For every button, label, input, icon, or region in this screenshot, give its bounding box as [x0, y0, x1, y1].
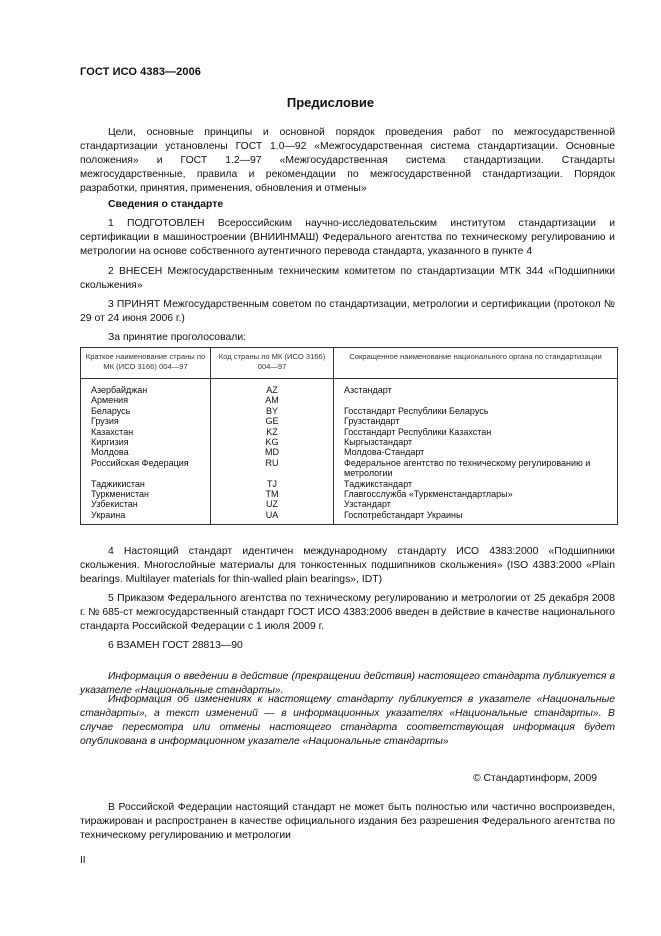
- country-cell: Казахстан: [81, 427, 211, 437]
- voting-table: [80, 347, 618, 525]
- code-cell: MD: [211, 447, 334, 457]
- code-cell: GE: [211, 416, 334, 426]
- item-3-text: 3 ПРИНЯТ Межгосударственным советом по стандартизации, метрологии и сертификации (протокол № 29 от 24 июня 2006 г.): [80, 299, 615, 324]
- info-2-text: Информация об изменениях к настоящему стандарту публикуется в указателе «Национальные стандарты», а текст изменений — в информационных указателях «Национальные стандарты». В случае пересмотра или отмены настоящего стандарта соответствующая информация будет опубликована в информационном указателе «Национальные стандарты»: [80, 694, 615, 747]
- code-cell: TM: [211, 489, 334, 499]
- vote-intro-text: За принятие проголосовали:: [108, 332, 247, 343]
- code-cell: KG: [211, 437, 334, 447]
- standards-body-cell: Узстандарт: [334, 499, 618, 509]
- country-cell: Киргизия: [81, 437, 211, 447]
- table-row: [81, 479, 618, 489]
- copyright: © Стандартинформ, 2009: [473, 773, 598, 784]
- code-cell: UZ: [211, 499, 334, 509]
- item-6: [80, 639, 615, 653]
- column-header-code: Код страны по МК (ИСО 3166) 004—97: [211, 348, 334, 379]
- standards-body-cell: Госпотребстандарт Украины: [334, 510, 618, 525]
- code-cell: AM: [211, 395, 334, 405]
- item-6-text: 6 ВЗАМЕН ГОСТ 28813—90: [108, 640, 243, 651]
- intro-paragraph: [80, 126, 615, 196]
- code-cell: BY: [211, 406, 334, 416]
- item-4-text: 4 Настоящий стандарт идентичен международному стандарту ИСО 4383:2000 «Подшипники скольжения. Многослойные материалы для тонкостенных подшипников скольжения» (ISO 4383:2000 «Plain bearings. Multilayer materials for thin-walled plain bearings», IDT): [80, 546, 615, 585]
- notice-paragraph: [80, 801, 615, 843]
- subheading: Сведения о стандарте: [108, 199, 224, 210]
- table-row: [81, 395, 618, 405]
- table-row: [81, 447, 618, 457]
- standards-body-cell: Азстандарт: [334, 379, 618, 396]
- code-cell: UA: [211, 510, 334, 525]
- table-row: [81, 437, 618, 447]
- standards-body-cell: Госстандарт Республики Казахстан: [334, 427, 618, 437]
- standards-body-cell: Главгосслужба «Туркменстандартлары»: [334, 489, 618, 499]
- standards-body-cell: Федеральное агентство по техническому регулированию и метрологии: [334, 458, 618, 479]
- country-cell: Российская Федерация: [81, 458, 211, 479]
- table-row: [81, 510, 618, 525]
- country-cell: Армения: [81, 395, 211, 405]
- standards-body-cell: Кыргызстандарт: [334, 437, 618, 447]
- table-row: [81, 489, 618, 499]
- country-cell: Беларусь: [81, 406, 211, 416]
- item-1: [80, 217, 615, 259]
- table-body: [81, 379, 618, 525]
- code-cell: RU: [211, 458, 334, 479]
- country-cell: Туркменистан: [81, 489, 211, 499]
- table-row: [81, 379, 618, 396]
- table-header-row: [81, 348, 618, 379]
- standards-body-cell: Госстандарт Республики Беларусь: [334, 406, 618, 416]
- standards-body-cell: Грузстандарт: [334, 416, 618, 426]
- item-5: [80, 592, 615, 634]
- info-paragraph-2: [80, 693, 615, 749]
- standards-body-cell: [334, 395, 618, 405]
- item-2-text: 2 ВНЕСЕН Межгосударственным техническим комитетом по стандартизации МТК 344 «Подшипники скольжения»: [80, 266, 615, 291]
- notice-text: В Российской Федерации настоящий стандарт не может быть полностью или частично воспроизведен, тиражирован и распространен в качестве официального издания без разрешения Федерального агентства по техническому регулированию и метрологии: [80, 802, 615, 841]
- table-row: [81, 427, 618, 437]
- column-header-body: Сокращенное наименование национального органа по стандартизации: [334, 348, 618, 379]
- standards-body-cell: Молдова-Стандарт: [334, 447, 618, 457]
- table-row: [81, 406, 618, 416]
- table-row: [81, 458, 618, 479]
- item-2: [80, 265, 615, 293]
- table-row: [81, 416, 618, 426]
- page-title: Предисловие: [286, 95, 375, 110]
- item-1-text: 1 ПОДГОТОВЛЕН Всероссийским научно-исследовательским институтом стандартизации и сертификации в машиностроении (ВНИИНМАШ) Федерального агентства по техническому регулированию и метрологии на основе собственного аутентичного перевода стандарта, указанного в пункте 4: [80, 218, 615, 257]
- item-3: [80, 298, 615, 326]
- country-cell: Азербайджан: [81, 379, 211, 396]
- code-cell: AZ: [211, 379, 334, 396]
- document-header: ГОСТ ИСО 4383—2006: [80, 66, 202, 78]
- code-cell: TJ: [211, 479, 334, 489]
- country-cell: Украина: [81, 510, 211, 525]
- intro-text: Цели, основные принципы и основной порядок проведения работ по межгосударственной стандартизации установлены ГОСТ 1.0—92 «Межгосударственная система стандартизации. Основные положения» и ГОСТ 1.2—97 «Межгосударственная система стандартизации. Стандарты межгосударственные, правила и рекомендации по межгосударственной стандартизации. Порядок разработки, принятия, применения, обновления и отмены»: [80, 127, 615, 194]
- country-cell: Таджикистан: [81, 479, 211, 489]
- country-cell: Грузия: [81, 416, 211, 426]
- page-number: II: [80, 855, 86, 866]
- item-5-text: 5 Приказом Федерального агентства по техническому регулированию и метрологии от 25 декабря 2008 г. № 685-ст межгосударственный стандарт ГОСТ ИСО 4383:2006 введен в действие в качестве национального стандарта Российской Федерации с 1 июля 2009 г.: [80, 593, 615, 632]
- info-1-text: Информация о введении в действие (прекращении действия) настоящего стандарта публикуется в указателе «Национальные стандарты».: [80, 671, 615, 696]
- country-cell: Молдова: [81, 447, 211, 457]
- column-header-country: Краткое наименование страны по МК (ИСО 3166) 004—97: [81, 348, 211, 379]
- country-cell: Узбекистан: [81, 499, 211, 509]
- item-4: [80, 545, 615, 587]
- code-cell: KZ: [211, 427, 334, 437]
- vote-intro: [80, 331, 615, 345]
- table-row: [81, 499, 618, 509]
- standards-body-cell: Таджикстандарт: [334, 479, 618, 489]
